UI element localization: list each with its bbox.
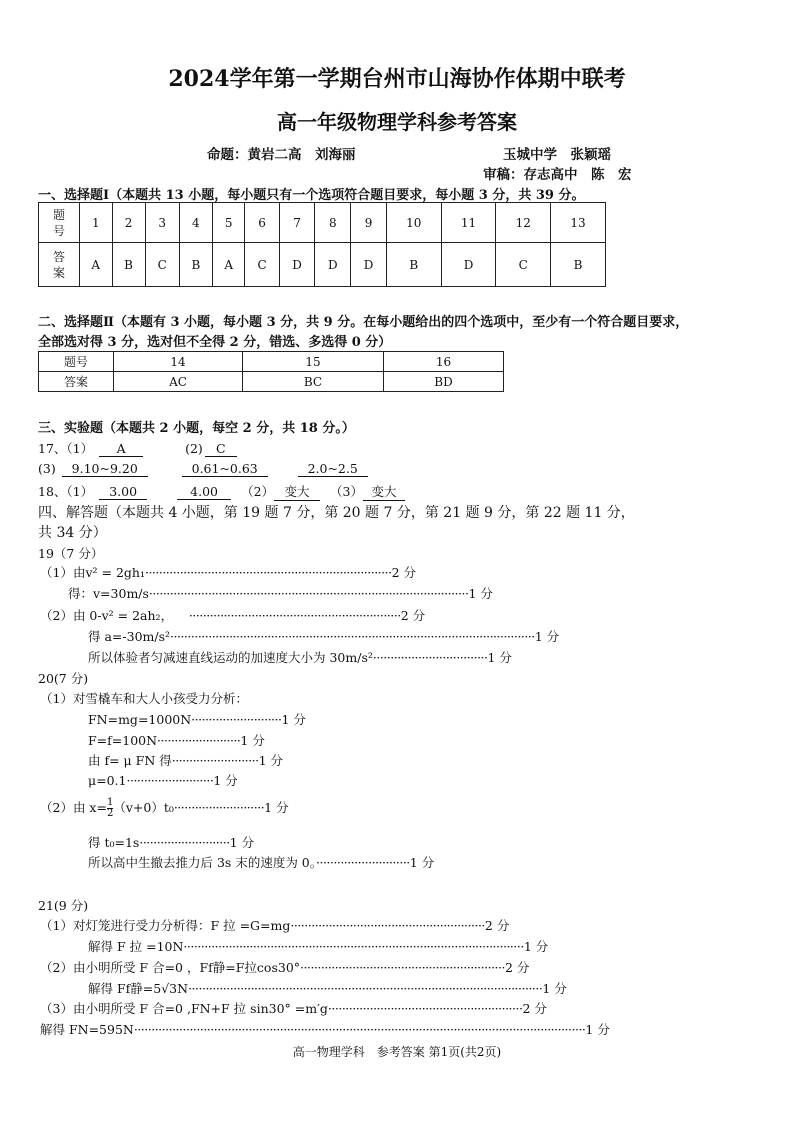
question-number: 9 [351,203,387,243]
q19-title: 19（7 分） [38,546,104,561]
q17-part2-label: (2) [185,441,203,456]
question-number: 2 [112,203,145,243]
q18-answer-4: 变大 [363,482,405,501]
q17-answer-1: A [99,441,143,457]
q21-step-5: （3）由小明所受 F 合=0 ,FN+F 拉 sin30° =m′g························································2 分 [40,1001,547,1016]
question-number: 14 [114,352,243,372]
fraction-half: $\frac{1}{2}$ [106,797,114,819]
q20-step-6: （2）由 x= $\frac{1}{2}$ （v+0）t₀··························1 分 [40,797,289,819]
answer-cell: BD [384,372,504,392]
table-row-questions [39,352,504,372]
q17-line1 [38,439,237,457]
q20-step-5: μ=0.1·························1 分 [88,773,238,788]
q20-step-1: （1）对雪橇车和大人小孩受力分析： [40,691,248,706]
reviewer: 审稿：存志高中 陈 宏 [483,167,632,183]
q19-step-3: （2）由 0-v² = 2ah₂， ·····························································2 分 [40,608,426,623]
question-number: 11 [441,203,496,243]
section4-heading-line1: 四、解答题（本题共 4 小题，第 19 题 7 分，第 20 题 7 分，第 21 题 9 分，第 22 题 11 分， [38,505,635,521]
table-row-questions [39,203,606,243]
q20-step-2: FN=mg=1000N··························1 分 [88,712,306,727]
q20-title: 20(7 分) [38,671,89,686]
section1-heading: 一、选择题Ⅰ（本题共 13 小题，每小题只有一个选项符合题目要求，每小题 3 分，共 39 分。 [38,188,585,203]
author-left: 命题：黄岩二高 刘海丽 [207,147,356,163]
q17-answer-3: 9.10~9.20 [62,461,148,477]
row-label-answer: 答案 [39,243,80,287]
question-number: 13 [551,203,606,243]
question-number: 4 [179,203,212,243]
q21-step-1: （1）对灯笼进行受力分析得：F 拉 =G=mg························································2 分 [40,918,510,933]
q18-part2-label: （2） [241,484,275,499]
question-number: 10 [386,203,441,243]
author-right: 玉城中学 张颖瑶 [503,147,611,163]
question-number: 3 [145,203,179,243]
question-number: 1 [80,203,113,243]
q20-step-4: 由 f= μ FN 得·························1 分 [88,753,284,768]
q21-step-2: 解得 F 拉 =10N··································································································1 分 [88,939,549,954]
question-number: 6 [245,203,279,243]
answer-cell: D [441,243,496,287]
q17-answer-2: C [205,441,237,457]
answer-cell: A [80,243,113,287]
q19-step-4: 得 a=-30m/s²·········································································································1 分 [88,629,560,644]
question-number: 16 [384,352,504,372]
q18-answer-1: 3.00 [99,484,147,500]
answer-cell: D [315,243,351,287]
exam-title: 2024学年第一学期台州市山海协作体期中联考 [168,66,626,92]
answer-cell: AC [114,372,243,392]
q21-step-3: （2）由小明所受 F 合=0 ，Ff静=F拉cos30°···························································2 分 [40,960,530,975]
answer-cell: B [112,243,145,287]
answer-key-subtitle: 高一年级物理学科参考答案 [277,110,517,134]
section2-heading-line2: 全部选对得 3 分，选对但不全得 2 分，错选、多选得 0 分） [38,335,392,350]
question-number: 8 [315,203,351,243]
page-footer: 高一物理学科 参考答案 第1页(共2页) [292,1045,502,1059]
q20-step-8: 所以高中生撤去推力后 3s 末的速度为 0。···························1 分 [88,855,435,870]
answer-cell: A [212,243,245,287]
answer-cell: BC [243,372,384,392]
q19-step-2: 得：v=30m/s····························································································1 分 [68,586,493,601]
q20-step-3: F=f=100N························1 分 [88,733,265,748]
q18-prefix: 18、（1） [38,484,94,499]
q17-prefix: 17、（1） [38,441,94,456]
section4-heading-line2: 共 34 分） [38,525,107,541]
answer-cell: C [496,243,551,287]
q18-part3-label: （3） [330,484,363,499]
q21-step-4: 解得 Ff静=5√3N······································································································1 分 [88,981,567,996]
question-number: 12 [496,203,551,243]
q21-step-6: 解得 FN=595N··································································································································1 分 [40,1022,610,1037]
q18-answer-2: 4.00 [177,484,231,500]
answer-cell: B [179,243,212,287]
q20-step-7: 得 t₀=1s··························1 分 [88,835,255,850]
section2-answer-table [38,351,504,392]
answer-cell: D [279,243,315,287]
q18-line [38,482,405,501]
table-row-answers [39,243,606,287]
q17-answer-4: 0.61~0.63 [182,461,268,477]
answer-cell: B [551,243,606,287]
q17-line2 [38,461,368,477]
section1-answer-table [38,202,606,287]
q19-step-5: 所以体验者匀减速直线运动的加速度大小为 30m/s²·································1 分 [88,650,512,665]
q21-title: 21(9 分) [38,898,89,913]
question-number: 5 [212,203,245,243]
row-label-answer: 答案 [39,372,114,392]
question-number: 15 [243,352,384,372]
question-number: 7 [279,203,315,243]
section3-heading: 三、实验题（本题共 2 小题，每空 2 分，共 18 分。） [38,421,355,436]
answer-cell: C [145,243,179,287]
row-label-question: 题号 [39,352,114,372]
row-label-question: 题号 [39,203,80,243]
q19-step-1: （1）由v² = 2gh₁·······································································2 分 [40,565,417,580]
answer-cell: B [386,243,441,287]
q17-part3-label: (3) [38,461,56,476]
answer-cell: D [351,243,387,287]
q18-answer-3: 变大 [274,482,320,501]
answer-cell: C [245,243,279,287]
section2-heading-line1: 二、选择题Ⅱ（本题有 3 小题，每小题 3 分，共 9 分。在每小题给出的四个选项中，至少有一个符合题目要求， [38,315,689,330]
table-row-answers [39,372,504,392]
q17-answer-5: 2.0~2.5 [298,461,368,477]
